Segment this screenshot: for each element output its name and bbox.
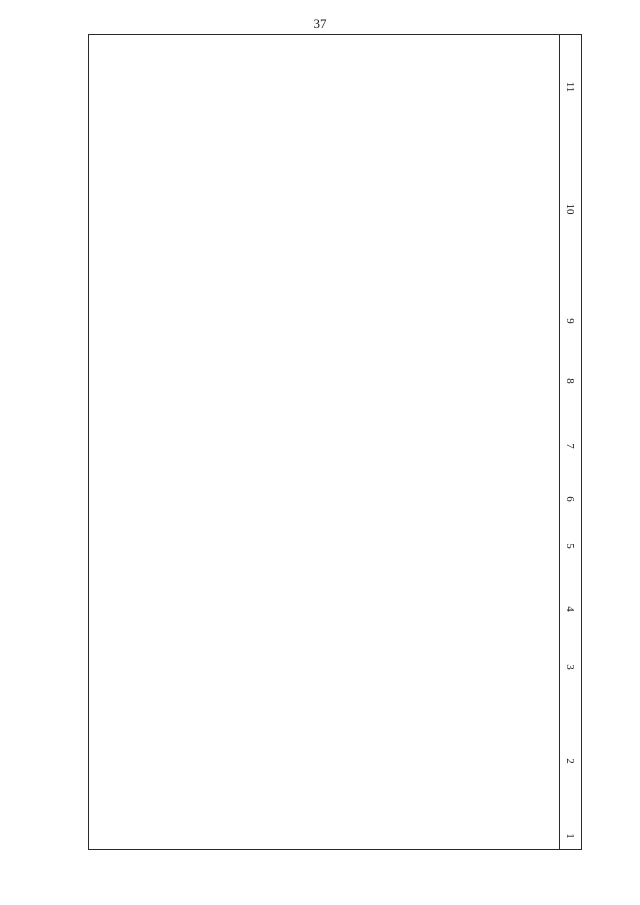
column-header: 2 xyxy=(564,758,576,764)
column-header: 4 xyxy=(564,606,576,612)
column-header: 3 xyxy=(564,664,576,670)
column-header: 8 xyxy=(564,378,576,384)
column-header: 5 xyxy=(564,543,576,549)
column-header: 9 xyxy=(564,318,576,324)
column-header: 10 xyxy=(564,203,576,215)
column-header: 7 xyxy=(564,443,576,449)
column-header: 1 xyxy=(564,833,576,839)
column-header-strip xyxy=(559,35,581,849)
table-sheet xyxy=(88,34,582,850)
column-header: 6 xyxy=(564,496,576,502)
column-header: 11 xyxy=(564,81,576,93)
page-number: 37 xyxy=(313,16,327,31)
